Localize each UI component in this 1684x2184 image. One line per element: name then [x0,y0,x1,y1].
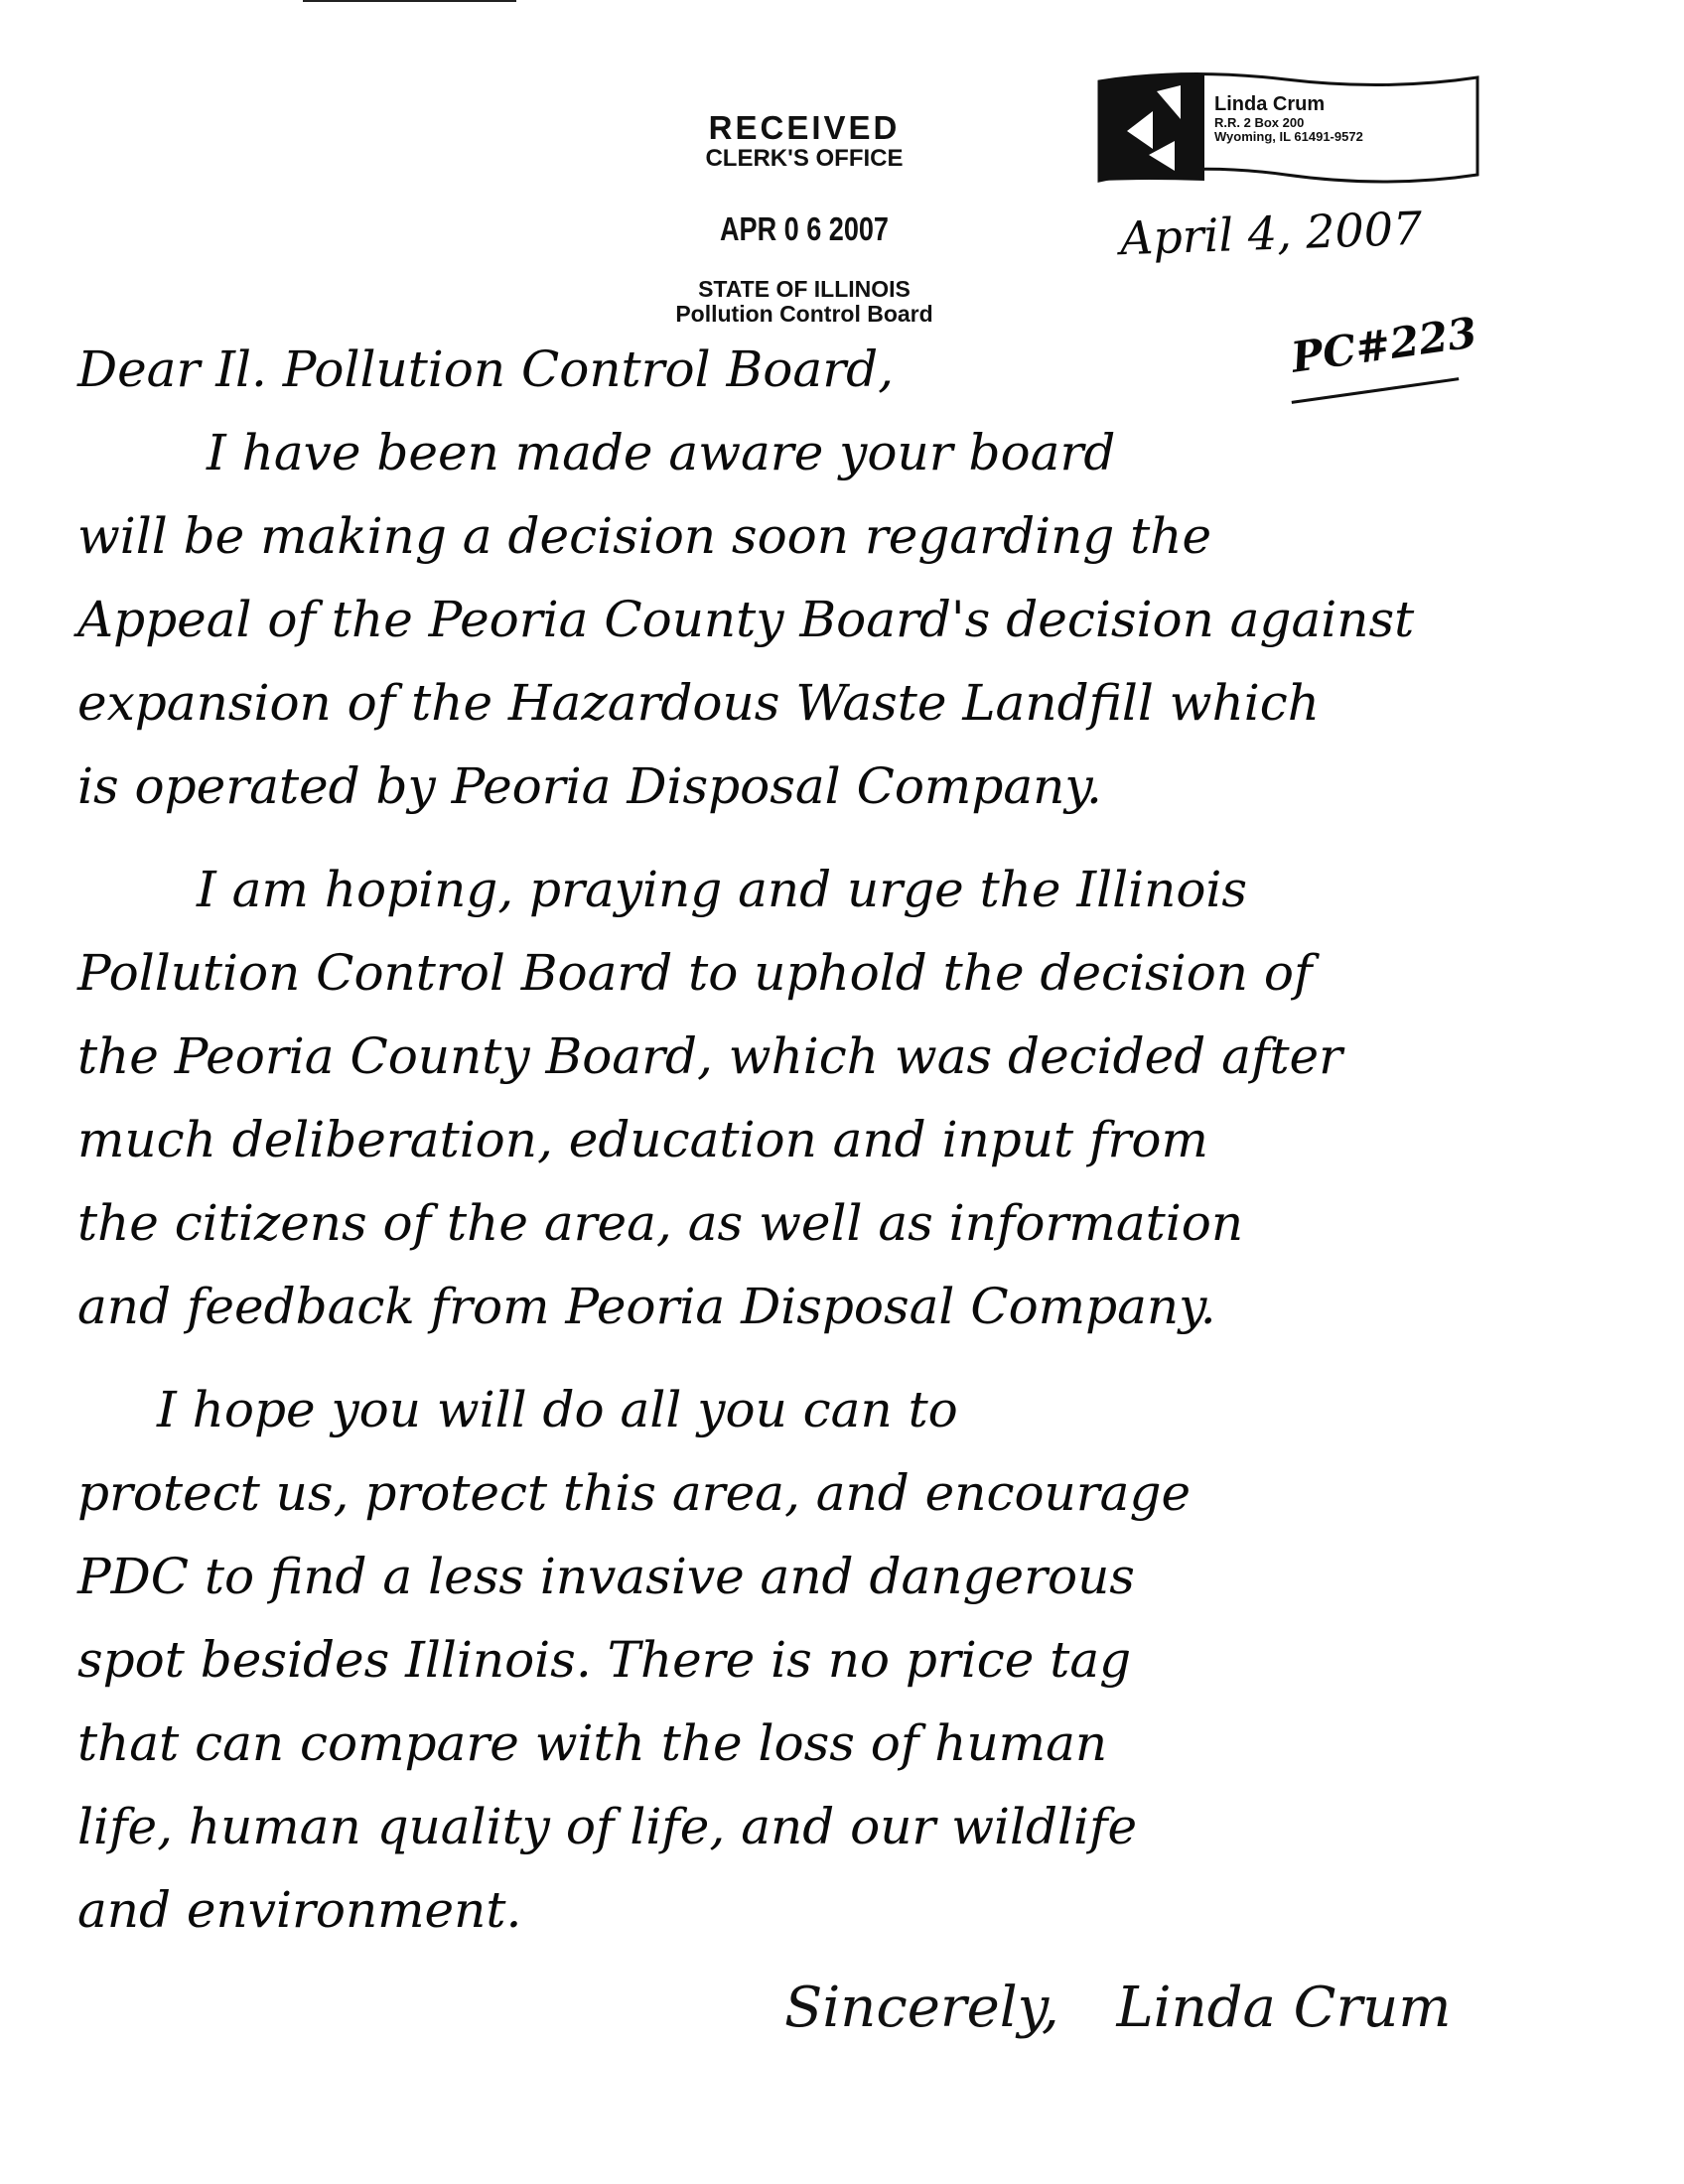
label-address-line1: R.R. 2 Box 200 [1214,115,1305,130]
received-stamp [596,109,1013,328]
scan-edge-rule [303,0,516,2]
return-address-label [1097,71,1479,189]
letter-line: is operated by Peoria Disposal Company. [77,757,1102,815]
stamp-date: APR 0 6 2007 [720,210,889,247]
letter-body [77,328,1626,1952]
handwritten-date: April 4, 2007 [1119,201,1424,266]
stamp-received: RECEIVED [708,109,901,146]
letter-line: Appeal of the Peoria County Board's decision against [77,591,1415,648]
label-address-line2: Wyoming, IL 61491-9572 [1214,129,1363,145]
label-address [1214,116,1363,145]
signoff [784,1976,1490,2040]
letter-line: and feedback from Peoria Disposal Company. [77,1278,1216,1335]
stamp-state: STATE OF ILLINOIS [698,276,911,302]
salutation: Dear Il. Pollution Control Board, [77,341,894,398]
letter-line: much deliberation, education and input from [77,1111,1208,1168]
stamp-office: CLERK'S OFFICE [705,145,904,172]
paragraph [77,1368,1626,1952]
stamp-board: Pollution Control Board [675,301,933,328]
paragraph [77,848,1626,1348]
letter-line: I hope you will do all you can to [157,1381,958,1438]
closing: Sincerely, [784,1976,1059,2040]
letter-line: I am hoping, praying and urge the Illinois [197,861,1248,918]
letter-line: PDC to find a less invasive and dangerous [77,1548,1135,1605]
letter-line: that can compare with the loss of human [77,1714,1108,1772]
letter-line: protect us, protect this area, and encourage [77,1464,1192,1522]
letter-line: I have been made aware your board [207,424,1116,481]
letter-line: Pollution Control Board to uphold the decision of [77,944,1313,1002]
letter-line: will be making a decision soon regarding the [77,507,1212,565]
letter-line: life, human quality of life, and our wildlife [77,1798,1138,1855]
letter-line: the Peoria County Board, which was decided after [77,1027,1343,1085]
letter-line: the citizens of the area, as well as information [77,1194,1244,1252]
letter-line: spot besides Illinois. There is no price tag [77,1631,1132,1689]
signature: Linda Crum [1116,1976,1452,2040]
label-name: Linda Crum [1214,93,1326,115]
public-comment-number: PC#223 [1288,308,1480,382]
letter-line: and environment. [77,1881,522,1939]
letter-line: expansion of the Hazardous Waste Landfill which [77,674,1321,732]
paragraph [77,411,1626,828]
